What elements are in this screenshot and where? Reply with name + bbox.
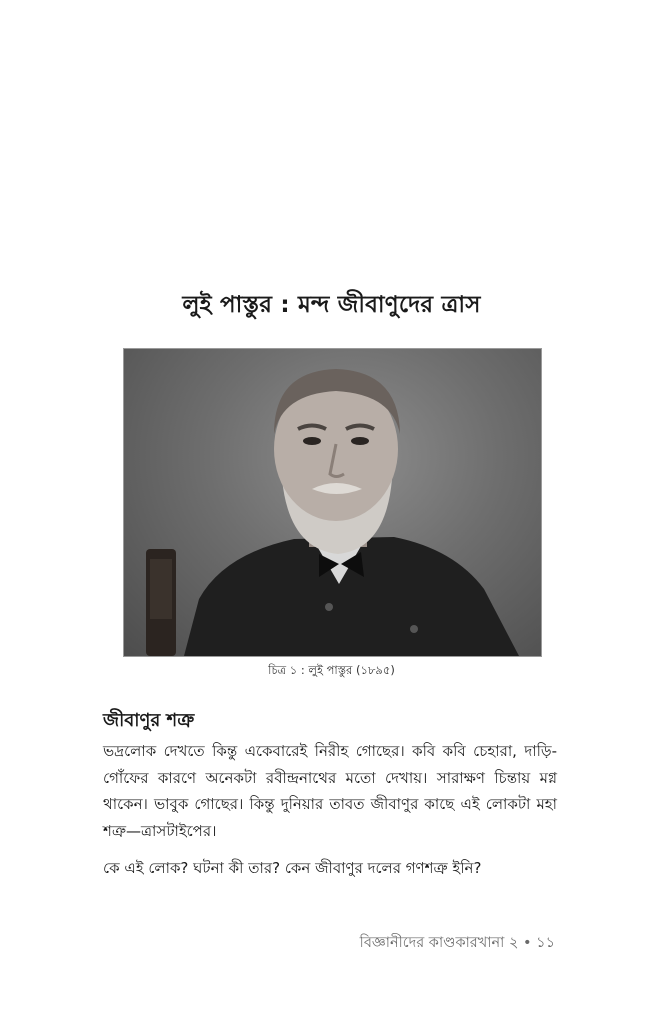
- coat-button: [325, 603, 333, 611]
- figure-caption: চিত্র ১ : লুই পাস্তুর (১৮৯৫): [268, 663, 395, 677]
- chair-carving: [150, 559, 172, 619]
- body-paragraph: কে এই লোক? ঘটনা কী তার? কেন জীবাণুর দলের গণশত্রু ইনি?: [103, 859, 482, 877]
- section-heading: জীবাণুর শত্রু: [103, 710, 195, 731]
- body-paragraph: ভদ্রলোক দেখতে কিন্তু একেবারেই নিরীহ গোছের। কবি কবি চেহারা, দাড়ি-গোঁফের কারণে অনেকটা রবীন্দ্রনাথের মতো দেখায়। সারাক্ষণ চিন্তায় মগ্ন থাকেন। ভাবুক গোছের। কিন্তু দুনিয়ার তাবত জীবাণুর কাছে এই লোকটা মহা শত্রু—ত্রাসটাইপের।: [103, 742, 557, 840]
- portrait-illustration: [124, 349, 541, 656]
- left-eye: [303, 437, 321, 445]
- coat-button: [410, 625, 418, 633]
- running-footer: বিজ্ঞানীদের কাণ্ডকারখানা ২ • ১১: [359, 935, 555, 951]
- portrait-photo: [123, 348, 542, 657]
- right-eye: [351, 437, 369, 445]
- chapter-title: লুই পাস্তুর : মন্দ জীবাণুদের ত্রাস: [182, 292, 481, 318]
